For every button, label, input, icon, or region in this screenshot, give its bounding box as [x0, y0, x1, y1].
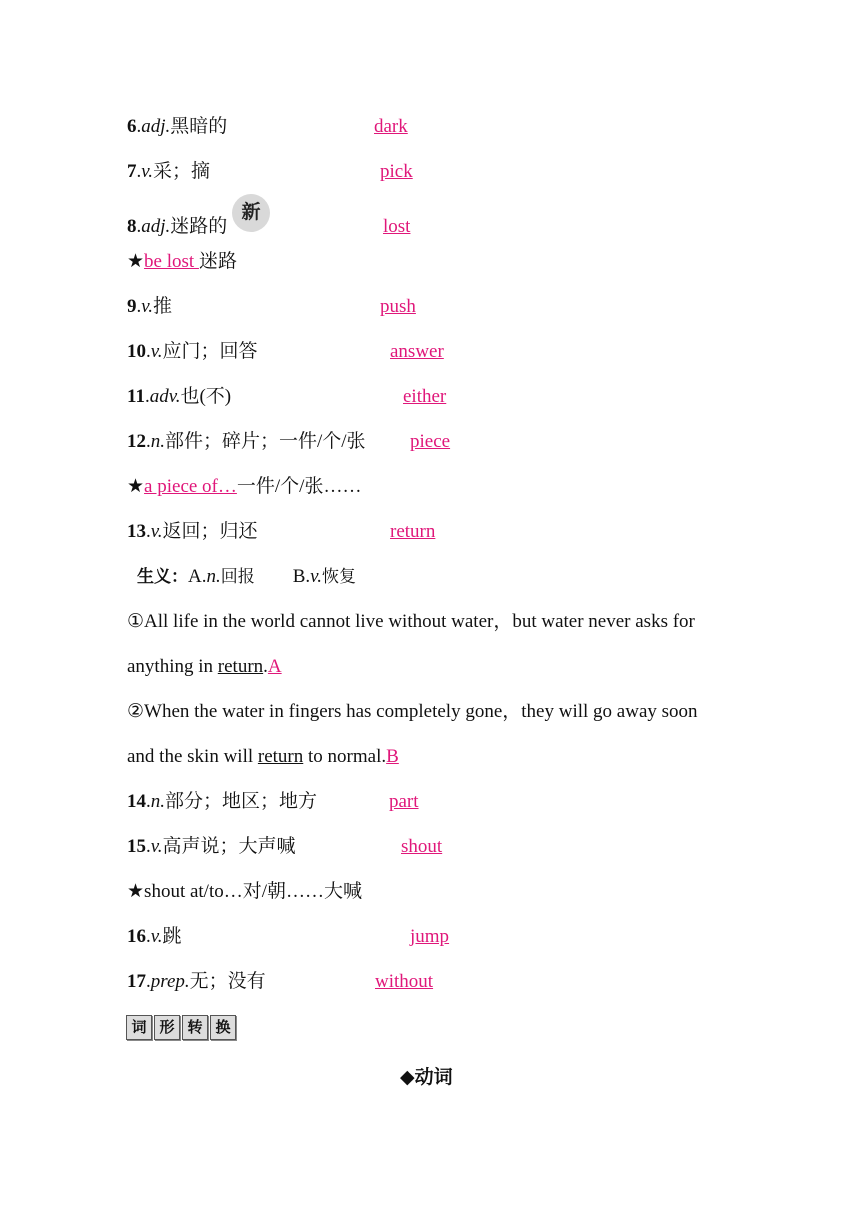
item-number: 16 — [127, 926, 146, 947]
item-number: 13 — [127, 521, 146, 542]
sentence-2-answer: B — [386, 746, 399, 767]
option-b-meaning: 恢复 — [321, 567, 356, 586]
sentence-1-answer: A — [267, 656, 282, 677]
sentence-text: to normal. — [303, 746, 387, 767]
item-meaning: 无；没有 — [189, 971, 266, 992]
item-number: 15 — [127, 836, 146, 857]
sentence-text: and the skin will — [127, 746, 258, 767]
answer-either: either — [403, 386, 447, 407]
phrase-shout-at — [127, 880, 362, 904]
sentence-text: . — [263, 656, 268, 677]
option-a-meaning: 回报 — [220, 567, 255, 586]
item-number: 7 — [127, 161, 137, 182]
vocab-item-14: 14.n.部分；地区；地方 — [127, 791, 318, 812]
sentence-2-line-1: ②When the water in fingers has completely gone，they will go away soon — [127, 701, 698, 722]
item-number: 14 — [127, 791, 146, 812]
vocab-item-11: 11.adv.也(不) — [127, 386, 232, 407]
phrase-meaning: 迷路 — [198, 251, 237, 272]
answer-dark: dark — [374, 116, 408, 137]
part-of-speech: adj. — [141, 216, 171, 237]
answer-jump: jump — [410, 926, 450, 947]
part-of-speech: n. — [150, 431, 165, 452]
phrase-meaning: 一件/个/张…… — [236, 476, 362, 497]
item-meaning: 黑暗的 — [170, 116, 228, 137]
option-a-pos: n. — [206, 566, 221, 587]
item-meaning: 返回；归还 — [162, 521, 258, 542]
badge-char: 形 — [154, 1015, 180, 1040]
badge-char: 转 — [182, 1015, 208, 1040]
answer-shout: shout — [401, 836, 443, 857]
answer-piece: piece — [410, 431, 451, 452]
item-meaning: 采；摘 — [153, 161, 211, 182]
star-icon: ★ — [127, 881, 145, 902]
item-meaning: 部件；碎片；一件/个/张 — [165, 431, 366, 452]
answer-answer: answer — [390, 341, 444, 362]
star-icon: ★ — [127, 476, 145, 497]
extended-meaning-label: 生义： — [137, 567, 188, 587]
vocab-item-13: 13.v.返回；归还 — [127, 521, 258, 542]
vocab-item-6: 6.adj.黑暗的 — [127, 116, 228, 137]
vocab-item-8: 8.adj.迷路的 — [127, 216, 228, 237]
item-number: 9 — [127, 296, 137, 317]
item-meaning: 推 — [153, 296, 173, 317]
star-icon: ★ — [127, 251, 145, 272]
vocab-item-16: 16.v.跳 — [127, 926, 182, 947]
item-number: 10 — [127, 341, 146, 362]
option-b-pos: v. — [310, 566, 322, 587]
answer-return: return — [390, 521, 436, 542]
option-a-letter: A. — [188, 566, 207, 587]
item-number: 12 — [127, 431, 146, 452]
badge-char: 换 — [210, 1015, 236, 1040]
part-of-speech: v. — [141, 161, 154, 182]
part-of-speech: v. — [150, 926, 163, 947]
sentence-text: anything in — [127, 656, 218, 677]
sentence-1-line-1: ①All life in the world cannot live without water，but water never asks for — [127, 611, 695, 632]
part-of-speech: v. — [150, 521, 163, 542]
vocab-item-15: 15.v.高声说；大声喊 — [127, 836, 296, 857]
part-of-speech: prep. — [150, 971, 190, 992]
section-heading-verbs: ◆动词 — [400, 1066, 453, 1088]
option-b-letter: B. — [292, 566, 311, 587]
item-meaning: 部分；地区；地方 — [165, 791, 318, 812]
vocab-item-10: 10.v.应门；回答 — [127, 341, 258, 362]
item-meaning: 应门；回答 — [162, 341, 258, 362]
section-badge-word-forms — [126, 1015, 236, 1040]
phrase-text: shout at/to…对/朝……大喊 — [144, 881, 363, 902]
vocab-item-7: 7.v.采；摘 — [127, 161, 211, 182]
phrase-be-lost — [127, 250, 237, 274]
part-of-speech: adj. — [141, 116, 171, 137]
part-of-speech: adv. — [149, 386, 181, 407]
part-of-speech: v. — [141, 296, 154, 317]
vocab-item-12: 12.n.部件；碎片；一件/个/张 — [127, 431, 366, 452]
extended-meaning-line — [137, 565, 356, 589]
vocab-item-9: 9.v.推 — [127, 296, 173, 317]
answer-pick: pick — [380, 161, 413, 182]
part-of-speech: n. — [150, 791, 165, 812]
item-meaning: 高声说；大声喊 — [162, 836, 296, 857]
vocab-item-17: 17.prep.无；没有 — [127, 971, 266, 992]
item-meaning: 也(不) — [180, 386, 232, 407]
phrase-a-piece-of — [127, 475, 361, 499]
part-of-speech: v. — [150, 341, 163, 362]
item-meaning: 跳 — [162, 926, 182, 947]
part-of-speech: v. — [150, 836, 163, 857]
item-number: 11 — [127, 386, 145, 407]
item-meaning: 迷路的 — [170, 216, 228, 237]
keyword-return: return — [217, 656, 264, 677]
sentence-1-line-2 — [127, 655, 282, 679]
answer-push: push — [380, 296, 416, 317]
answer-lost: lost — [383, 216, 411, 237]
item-number: 8 — [127, 216, 137, 237]
item-number: 17 — [127, 971, 146, 992]
answer-without: without — [375, 971, 434, 992]
sentence-2-line-2 — [127, 745, 399, 769]
answer-part: part — [389, 791, 419, 812]
phrase-answer: a piece of… — [144, 476, 237, 497]
item-number: 6 — [127, 116, 137, 137]
badge-char: 词 — [126, 1015, 152, 1040]
keyword-return: return — [257, 746, 304, 767]
new-word-badge: 新 — [232, 194, 270, 232]
phrase-answer: be lost — [144, 251, 199, 272]
